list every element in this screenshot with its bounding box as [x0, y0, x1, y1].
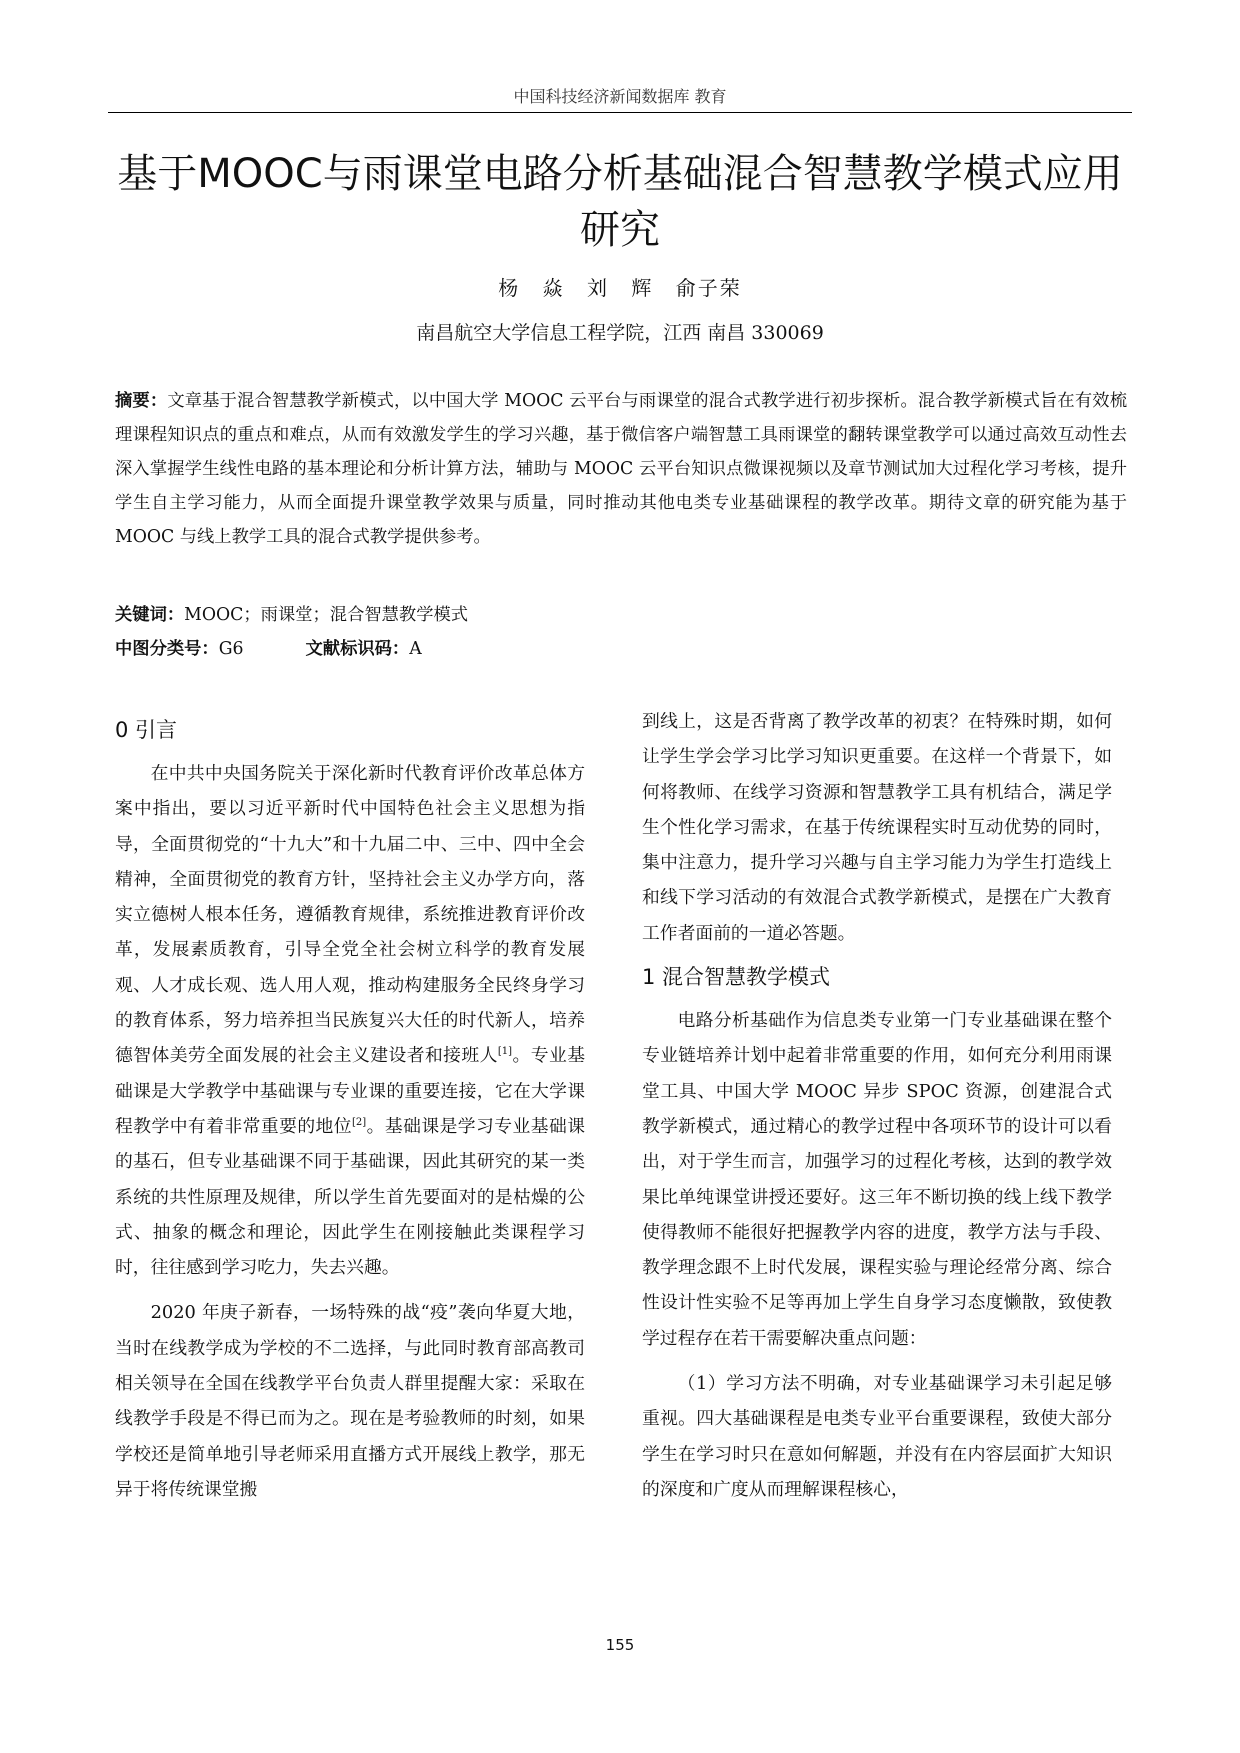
- running-head: 中国科技经济新闻数据库 教育: [513, 87, 727, 106]
- intro-paragraph-2: 2020 年庚子新春，一场特殊的战“疫”袭向华夏大地，当时在线教学成为学校的不二选择，与此同时教育部高教司相关领导在全国在线教学平台负责人群里提醒大家：采取在线教学手段是不得已而为之。现在是考验教师的时刻，如果学校还是简单地引导老师采用直播方式开展线上教学，那无异于将传统课堂搬: [115, 1302, 585, 1500]
- intro-p1-text-c: 。基础课是学习专业基础课的基石，但专业基础课不同于基础课，因此其研究的某一类系统的共性原理及规律，所以学生首先要面对的是枯燥的公式、抽象的概念和理论，因此学生在刚接触此类课程学习时，往往感到学习吃力，失去兴趣。: [115, 1115, 585, 1279]
- keywords-label: 关键词：: [115, 605, 185, 625]
- citation-1[interactable]: [1]: [497, 1046, 513, 1058]
- left-column: [115, 704, 585, 1507]
- paper-title: [108, 146, 1132, 258]
- paper-title-line2: 研究: [580, 207, 660, 253]
- right-column: [642, 704, 1112, 1507]
- intro-paragraph-1: [115, 756, 585, 1285]
- classification-line: [115, 632, 1127, 666]
- doc-code-label: 文献标识码：: [305, 639, 410, 659]
- intro-p1-text-b: 。专业基础课是大学教学中基础课与专业课的重要连接，它在大学课程教学中有着非常重要的地位: [115, 1045, 585, 1137]
- doc-code-value: A: [409, 639, 422, 659]
- keywords-text: MOOC；雨课堂；混合智慧教学模式: [184, 605, 469, 625]
- authors: 杨 焱 刘 辉 俞子荣: [498, 276, 742, 300]
- intro-paragraph-2-continued: 到线上，这是否背离了教学改革的初衷？在特殊时期，如何让学生学会学习比学习知识更重要。在这样一个背景下，如何将教师、在线学习资源和智慧教学工具有机结合，满足学生个性化学习需求，在基于传统课程实时互动优势的同时，集中注意力，提升学习兴趣与自主学习能力为学生打造线上和线下学习活动的有效混合式教学新模式，是摆在广大教育工作者面前的一道必答题。: [642, 711, 1112, 944]
- abstract-label: 摘要：: [115, 391, 168, 411]
- header-rule: [108, 112, 1132, 113]
- clc-value: G6: [218, 639, 244, 659]
- abstract: [115, 384, 1127, 554]
- paper-title-line1: 基于MOOC与雨课堂电路分析基础混合智慧教学模式应用: [117, 151, 1123, 197]
- clc-label: 中图分类号：: [115, 639, 219, 659]
- keywords: [115, 598, 1127, 632]
- section-heading-intro: 0 引言: [115, 718, 178, 742]
- abstract-text: 文章基于混合智慧教学新模式，以中国大学 MOOC 云平台与雨课堂的混合式教学进行初步探析。混合教学新模式旨在有效梳理课程知识点的重点和难点，从而有效激发学生的学习兴趣，基于微信客户端智慧工具雨课堂的翻转课堂教学可以通过高效互动性去深入掌握学生线性电路的基本理论和分析计算方法，辅助与 MOOC 云平台知识点微课视频以及章节测试加大过程化学习考核，提升学生自主学习能力，从而全面提升课堂教学效果与质量，同时推动其他电类专业基础课程的教学改革。期待文章的研究能为基于 MOOC 与线上教学工具的混合式教学提供参考。: [115, 391, 1127, 547]
- affiliation: 南昌航空大学信息工程学院，江西 南昌 330069: [416, 322, 824, 344]
- page-number: 155: [605, 1636, 635, 1654]
- citation-2[interactable]: [2]: [352, 1117, 367, 1129]
- section1-paragraph-2: （1）学习方法不明确，对专业基础课学习未引起足够重视。四大基础课程是电类专业平台重要课程，致使大部分学生在学习时只在意如何解题，并没有在内容层面扩大知识的深度和广度从而理解课程核心，: [642, 1373, 1112, 1500]
- section-heading-mixed-teaching: 1 混合智慧教学模式: [642, 965, 831, 990]
- section1-paragraph-1: 电路分析基础作为信息类专业第一门专业基础课在整个专业链培养计划中起着非常重要的作用，如何充分利用雨课堂工具、中国大学 MOOC 异步 SPOC 资源，创建混合式教学新模式，通过精心的教学过程中各项环节的设计可以看出，对于学生而言，加强学习的过程化考核，达到的教学效果比单纯课堂讲授还要好。这三年不断切换的线上线下教学使得教师不能很好把握教学内容的进度，教学方法与手段、教学理念跟不上时代发展，课程实验与理论经常分离、综合性设计性实验不足等再加上学生自身学习态度懒散，致使教学过程存在若干需要解决重点问题：: [642, 1010, 1112, 1349]
- intro-p1-text-a: 在中共中央国务院关于深化新时代教育评价改革总体方案中指出，要以习近平新时代中国特色社会主义思想为指导，全面贯彻党的“十九大”和十九届二中、三中、四中全会精神，全面贯彻党的教育方针，坚持社会主义办学方向，落实立德树人根本任务，遵循教育规律，系统推进教育评价改革，发展素质教育，引导全党全社会树立科学的教育发展观、人才成长观、选人用人观，推动构建服务全民终身学习的教育体系，努力培养担当民族复兴大任的时代新人，培养德智体美劳全面发展的社会主义建设者和接班人: [115, 763, 585, 1067]
